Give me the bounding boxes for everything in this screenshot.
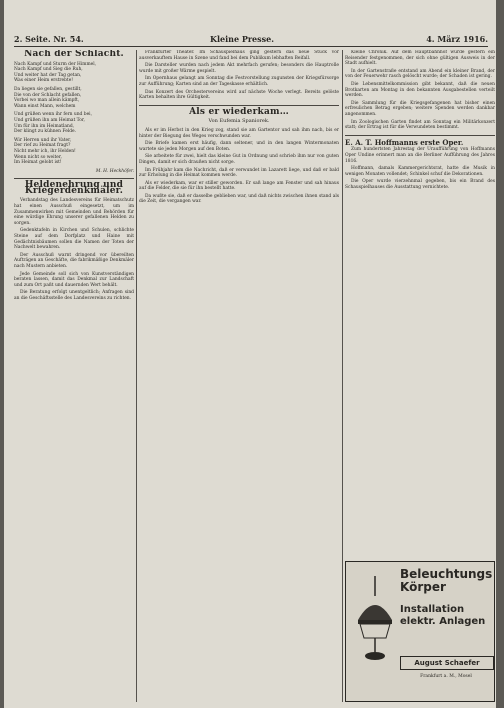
article-paragraph: Die Sammlung für die Kriegsgefangenen hat bisher einen erfreulichen Betrag ergeben; weitere Spenden werden dankbar angenommen. — [345, 100, 495, 117]
section-rule — [345, 135, 495, 136]
poem-stanza — [14, 62, 134, 84]
ad-address: Frankfurt a. M., Mosel — [420, 674, 472, 679]
poem-line: Nach Kampf und Sieg die Ruh, — [14, 67, 83, 73]
ad-line: elektr. Anlagen — [400, 616, 486, 627]
article-paragraph: Das Konzert des Orchestervereins wird auf nächste Woche verlegt. Bereits gelöste Karten behalten ihre Gültigkeit. — [139, 89, 339, 101]
article-paragraph: Kleine Chronik. Auf dem Hauptbahnhof wurde gestern ein Reisender festgenommen, der sich ohne gültigen Ausweis in der Stadt aufhielt. — [345, 50, 495, 67]
article-paragraph: Frankfurter Theater. Im Schauspielhaus ging gestern das neue Stück vor ausverkauftem Hause in Szene und fand bei dem Publikum lebhaften Beifall. — [139, 50, 339, 61]
poem-line: Und weiter hat der Tag getan, — [14, 72, 82, 78]
story-paragraph: Sie arbeitete für zwei, hielt das kleine Gut in Ordnung und schrieb ihm nur von guten Dingen, damit er sich draußen nicht sorge. — [139, 154, 339, 165]
story-paragraph: Als er im Herbst in den Krieg zog, stand sie am Gartentor und sah ihm nach, bis er hinter der Biegung des Weges verschwunden war. — [139, 127, 339, 139]
article-paragraph: Die Beratung erfolgt unentgeltlich; Anfragen sind an die Geschäftsstelle des Landesvereins zu richten. — [14, 290, 134, 301]
poem-line: Der rief zu Heimat fragt? — [14, 143, 71, 149]
event-paragraph: Die Oper wurde vierzehnmal gegeben, bis ein Brand des Schauspielhauses die Ausstattung vernichtete. — [345, 179, 495, 190]
article-title: Heldenehrung und Kriegerdenkmäler. — [24, 180, 124, 196]
poem — [14, 62, 134, 166]
page-header — [14, 34, 488, 46]
poem-line: Da liegen sie gefallen, gestillt, — [14, 86, 82, 92]
poem-signature: M. H. Heckhöfer. — [95, 168, 134, 174]
lamp-icon — [354, 576, 396, 666]
newspaper-page — [4, 0, 496, 708]
article-paragraph: Die Lebensmittelkommission gibt bekannt, daß die neuen Brotkarten am Montag in den bekannten Ausgabestellen verteilt werden. — [345, 81, 495, 99]
article-paragraph: Die Darsteller wurden nach jedem Akt mehrfach gerufen; besonders die Hauptrolle wurde mit großer Wärme gespielt. — [139, 63, 339, 74]
ad-line: Installation — [400, 604, 465, 615]
poem-line: Die von der Schlacht gefallen, — [14, 92, 82, 98]
story-paragraph: Die Briefe kamen erst häufig, dann seltener, und in den langen Wintermonaten wartete sie jeden Morgen auf den Boten. — [139, 141, 339, 152]
story-title: Als er wiederkam… — [189, 106, 289, 117]
poem-stanza — [14, 112, 134, 134]
lighting-advertisement — [345, 561, 495, 702]
article-paragraph: Im Zoologischen Garten findet am Sonntag ein Militärkonzert statt; der Ertrag ist für die Verwundeten bestimmt. — [345, 119, 495, 131]
poem-line: Wenn nicht so weiter, — [14, 154, 62, 160]
poem-line: Vorbei wo man allein kämpft, — [14, 98, 80, 104]
story-author: Von Eufemia Spaniorek. — [208, 118, 270, 125]
header-rule — [14, 46, 488, 47]
column-divider — [136, 50, 137, 702]
poem-line: Wann einst Mann, welchem — [14, 103, 76, 109]
poem-line: Wir Herren und ihr Vater, — [14, 137, 72, 143]
article-paragraph: In der Gartenstraße entstand am Abend ein kleiner Brand, der von der Feuerwehr rasch gelöscht wurde; der Schaden ist gering. — [345, 68, 495, 80]
ad-line: Körper — [400, 580, 446, 594]
section-rule — [139, 105, 339, 106]
poem-line: Nach Kampf und Sturm der Himmel, — [14, 61, 97, 67]
article-paragraph: Jede Gemeinde soll sich von Kunstverständigen beraten lassen, damit das Denkmal zur Landschaft und zum Ort paßt und dauernden Wert behält. — [14, 271, 134, 288]
article-paragraph: Verbandstag des Landesvereins für Heimatschutz hat einen Ausschuß eingesetzt, um im Zusammenwirken mit Gemeinden und Behörden für eine würdige Ehrung unserer gefallenen Helden zu sorgen. — [14, 198, 134, 226]
column-left — [14, 50, 134, 702]
article-paragraph: Im Opernhaus gelangt am Sonntag die Festvorstellung zugunsten der Kriegsfürsorge zur Aufführung; Karten sind an der Tageskasse erhältlich. — [139, 76, 339, 87]
poem-stanza — [14, 138, 134, 166]
event-paragraph: Zum hundertsten Jahrestag der Uraufführung von Hoffmanns Oper Undine erinnert man an die Berliner Aufführung des Jahres 1816. — [345, 147, 495, 164]
story-paragraph: Als er wiederkam, war er stiller geworden. Er saß lange am Fenster und sah hinaus auf die Felder, die sie für ihn bestellt hatte. — [139, 180, 339, 192]
article-paragraph: Gedenktafeln in Kirchen und Schulen, schlichte Steine auf dem Dorfplatz und Haine mit Gedächtnisbäumen sollen die Namen der Toten der Nachwelt bewahren. — [14, 228, 134, 251]
event-paragraph: Hoffmann, damals Kammergerichtsrat, hatte die Musik in wenigen Monaten vollendet; Schinkel schuf die Dekorationen. — [345, 166, 495, 177]
ad-line: Beleuchtungs — [400, 567, 493, 581]
ad-services — [400, 604, 485, 628]
poem-line: Im Heimat gelobt ist! — [14, 160, 62, 166]
poem-line: Der klingt zu kühnen Felde. — [14, 129, 76, 135]
poem-line: Was einer Heim erstrebte! — [14, 78, 74, 84]
page-number: 2. Seite. Nr. 54. — [14, 34, 84, 44]
column-right — [345, 50, 495, 558]
ad-headline — [400, 568, 492, 594]
ad-company-name: August Schaefer — [400, 656, 494, 670]
poem-line: Nicht mehr ich, ihr Helden! — [14, 148, 76, 154]
column-divider — [342, 50, 343, 702]
poem-title: Nach der Schlacht. — [24, 50, 124, 59]
poem-line: Um für ihn im Heimatland, — [14, 123, 75, 129]
newspaper-name: Kleine Presse. — [210, 34, 275, 44]
poem-stanza — [14, 87, 134, 109]
story-paragraph: Da wußte sie, daß er dasselbe geblieben war, und daß nichts zwischen ihnen stand als die Zeit, die vergangen war. — [139, 193, 339, 205]
story-paragraph: Im Frühjahr kam die Nachricht, daß er verwundet im Lazarett liege, und daß er bald zur Erholung in die Heimat kommen werde. — [139, 167, 339, 179]
article-paragraph: Der Ausschuß warnt dringend vor übereilten Aufträgen an Geschäfte, die fabrikmäßige Denkmäler nach Mustern anbieten. — [14, 252, 134, 269]
column-middle — [139, 50, 339, 702]
section-rule — [14, 178, 134, 179]
event-title: E. A. T. Hoffmanns erste Oper. — [345, 137, 464, 147]
poem-line: Und grüßen wenn ihr fern und bei, — [14, 112, 92, 118]
poem-line: Und grüßen ihn am Heimat Tor, — [14, 117, 85, 123]
issue-date: 4. März 1916. — [426, 34, 488, 44]
